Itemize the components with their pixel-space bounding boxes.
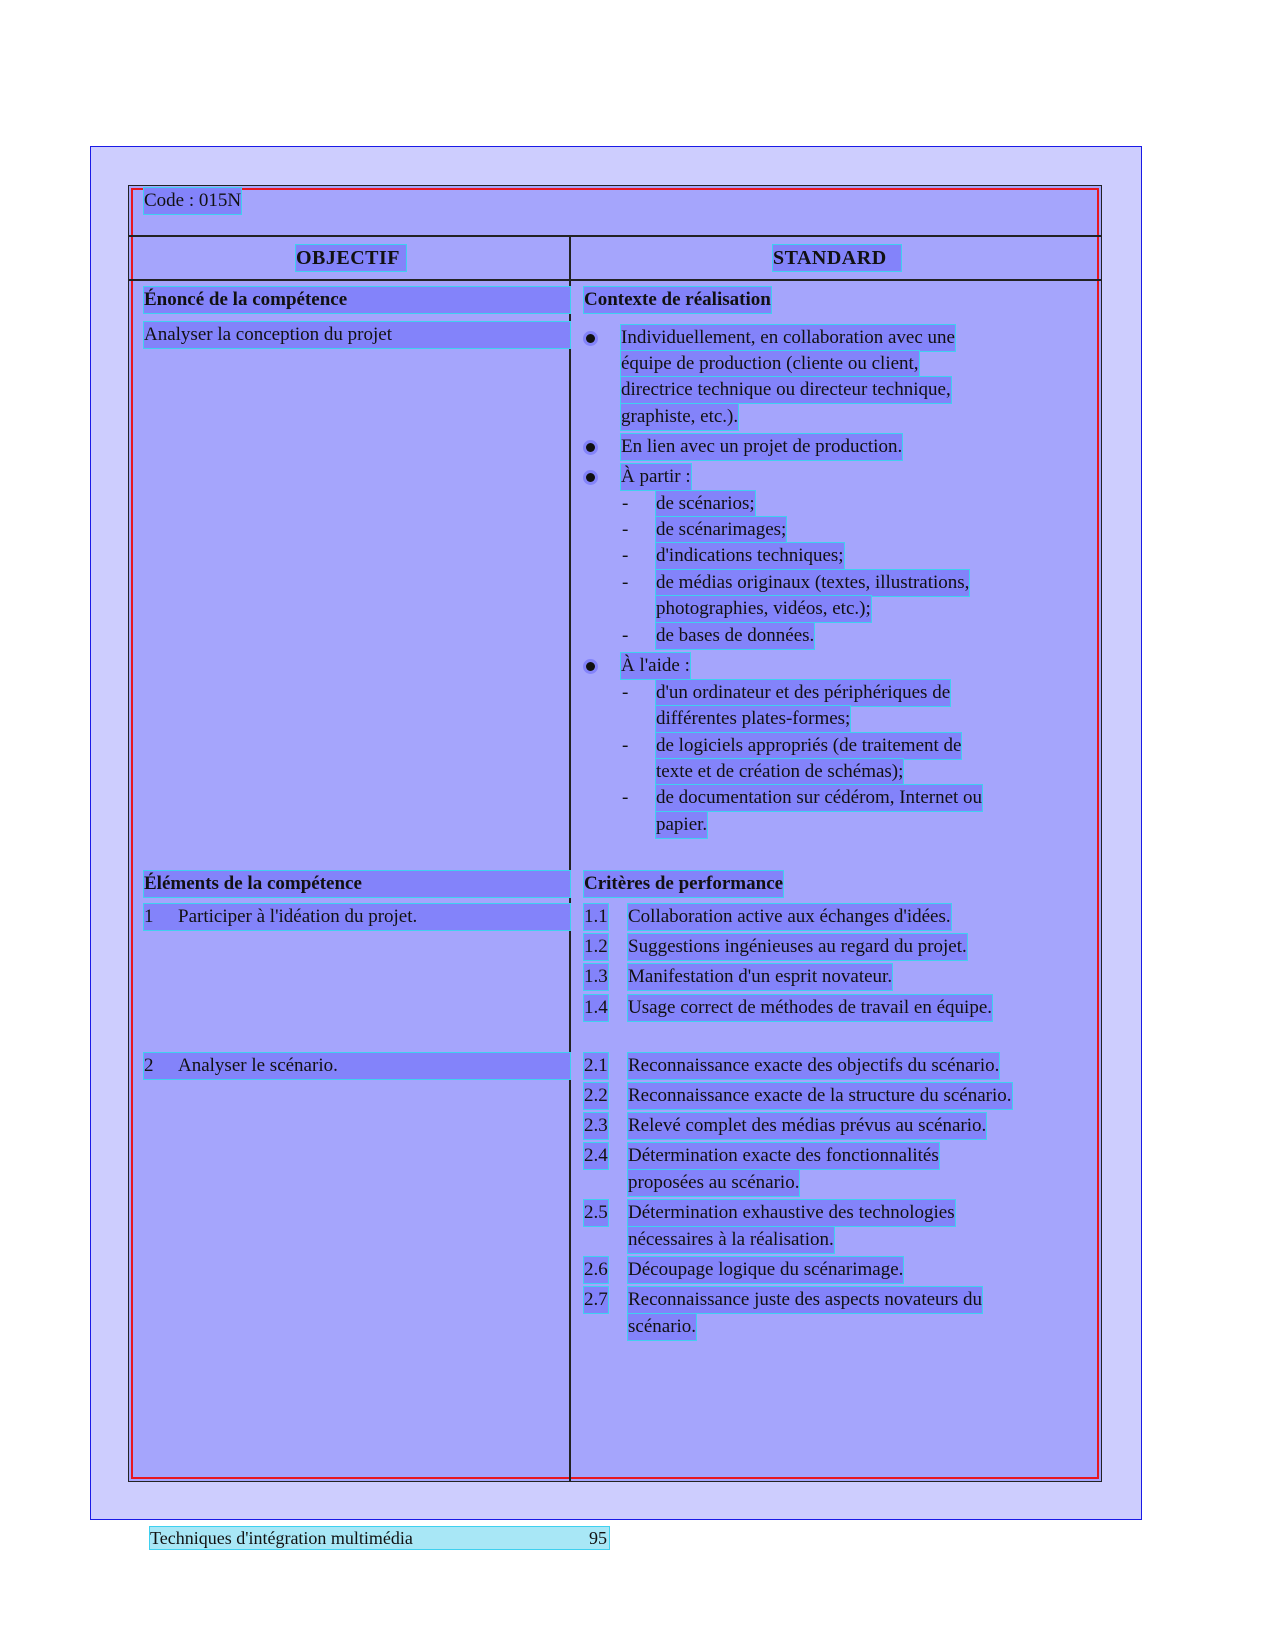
header-objectif: OBJECTIF bbox=[296, 245, 406, 271]
criterion-number: 1.3 bbox=[584, 964, 608, 990]
footer-title: Techniques d'intégration multimédia bbox=[150, 1528, 413, 1548]
criterion-text: Manifestation d'un esprit novateur. bbox=[628, 964, 892, 990]
criterion-text: Découpage logique du scénarimage. bbox=[628, 1257, 903, 1283]
criterion-text: Collaboration active aux échanges d'idées. bbox=[628, 904, 951, 930]
header-top-rule bbox=[128, 235, 1102, 237]
list-item: À partir : bbox=[621, 464, 691, 490]
dash-marker: - bbox=[622, 787, 629, 808]
list-item: équipe de production (cliente ou client, bbox=[621, 351, 919, 377]
column-divider bbox=[569, 235, 571, 1482]
sub-item: de scénarios; bbox=[656, 491, 755, 517]
criterion-text: Usage correct de méthodes de travail en équipe. bbox=[628, 995, 992, 1021]
sub-item: de documentation sur cédérom, Internet ou bbox=[656, 785, 982, 811]
dash-marker: - bbox=[622, 572, 629, 593]
sub-item: de scénarimages; bbox=[656, 517, 786, 543]
criterion-number: 2.5 bbox=[584, 1200, 608, 1226]
criterion-text: Reconnaissance juste des aspects novateurs du bbox=[628, 1287, 982, 1313]
elements-heading: Éléments de la compétence bbox=[144, 871, 570, 897]
bullet-dot bbox=[586, 334, 595, 343]
sub-item: de bases de données. bbox=[656, 623, 814, 649]
criterion-number: 2.1 bbox=[584, 1053, 608, 1079]
list-item: Individuellement, en collaboration avec une bbox=[621, 325, 955, 351]
criterion-number: 2.4 bbox=[584, 1143, 608, 1169]
sub-item: d'indications techniques; bbox=[656, 543, 844, 569]
criterion-text: Reconnaissance exacte des objectifs du scénario. bbox=[628, 1053, 999, 1079]
criterion-number: 1.4 bbox=[584, 995, 608, 1021]
element-number: 1 bbox=[144, 906, 154, 927]
criterion-text: Détermination exacte des fonctionnalités bbox=[628, 1143, 939, 1169]
list-item: En lien avec un projet de production. bbox=[621, 434, 902, 460]
criterion-text: proposées au scénario. bbox=[628, 1170, 799, 1196]
dash-marker: - bbox=[622, 519, 629, 540]
criterion-number: 2.6 bbox=[584, 1257, 608, 1283]
criterion-number: 1.2 bbox=[584, 934, 608, 960]
criterion-text: scénario. bbox=[628, 1314, 696, 1340]
sub-item: papier. bbox=[656, 812, 707, 838]
sub-item: de médias originaux (textes, illustrations, bbox=[656, 570, 969, 596]
criterion-text: Reconnaissance exacte de la structure du scénario. bbox=[628, 1083, 1012, 1109]
code-label: Code : 015N bbox=[144, 188, 241, 214]
contexte-heading: Contexte de réalisation bbox=[584, 287, 771, 313]
criterion-text: Suggestions ingénieuses au regard du projet. bbox=[628, 934, 967, 960]
page-footer bbox=[150, 1527, 609, 1549]
sub-item: photographies, vidéos, etc.); bbox=[656, 596, 871, 622]
criterion-number: 2.2 bbox=[584, 1083, 608, 1109]
header-bottom-rule bbox=[128, 279, 1102, 281]
dash-marker: - bbox=[622, 682, 629, 703]
dash-marker: - bbox=[622, 735, 629, 756]
criterion-text: Relevé complet des médias prévus au scénario. bbox=[628, 1113, 986, 1139]
list-item: directrice technique ou directeur technique, bbox=[621, 377, 951, 403]
sub-item: différentes plates-formes; bbox=[656, 706, 850, 732]
sub-item: texte et de création de schémas); bbox=[656, 759, 903, 785]
criteres-heading: Critères de performance bbox=[584, 871, 783, 897]
criterion-text: nécessaires à la réalisation. bbox=[628, 1227, 834, 1253]
sub-item: de logiciels appropriés (de traitement de bbox=[656, 733, 961, 759]
enonce-heading: Énoncé de la compétence bbox=[144, 287, 570, 313]
list-item: graphiste, etc.). bbox=[621, 404, 738, 430]
criterion-text: Détermination exhaustive des technologies bbox=[628, 1200, 955, 1226]
bullet-dot bbox=[586, 443, 595, 452]
bullet-dot bbox=[586, 662, 595, 671]
element-text: Analyser le scénario. bbox=[178, 1055, 338, 1076]
element-row bbox=[144, 904, 570, 930]
page-number: 95 bbox=[589, 1528, 607, 1548]
criterion-number: 2.7 bbox=[584, 1287, 608, 1313]
bullet-dot bbox=[586, 473, 595, 482]
list-item: À l'aide : bbox=[621, 653, 690, 679]
element-number: 2 bbox=[144, 1055, 154, 1076]
dash-marker: - bbox=[622, 493, 629, 514]
header-standard: STANDARD bbox=[773, 245, 901, 271]
element-text: Participer à l'idéation du projet. bbox=[178, 906, 418, 927]
sub-item: d'un ordinateur et des périphériques de bbox=[656, 680, 950, 706]
criterion-number: 2.3 bbox=[584, 1113, 608, 1139]
dash-marker: - bbox=[622, 625, 629, 646]
element-row bbox=[144, 1053, 570, 1079]
criterion-number: 1.1 bbox=[584, 904, 608, 930]
enonce-text: Analyser la conception du projet bbox=[144, 322, 570, 348]
dash-marker: - bbox=[622, 545, 629, 566]
